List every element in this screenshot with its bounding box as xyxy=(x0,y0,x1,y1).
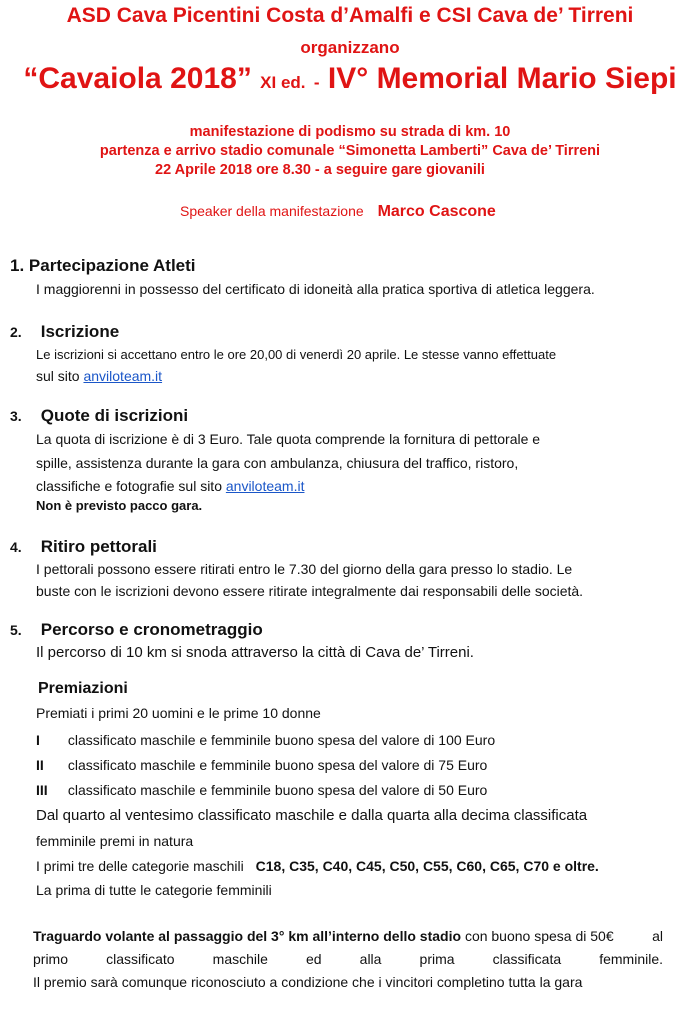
section-4-heading xyxy=(10,537,157,557)
title-main: “Cavaiola 2018” xyxy=(23,62,252,95)
prize-row-3-rank: III xyxy=(36,782,48,798)
section-2-line-2 xyxy=(36,368,162,384)
title-edition: XI ed. xyxy=(260,73,306,92)
speaker-name: Marco Cascone xyxy=(377,203,496,220)
traguardo-line-1 xyxy=(33,928,663,944)
section-3-note: Non è previsto pacco gara. xyxy=(36,498,203,513)
title-memorial: IV° Memorial Mario Siepi xyxy=(327,62,677,95)
section-5-title: Percorso e cronometraggio xyxy=(40,620,263,639)
prizes-intro: Premiati i primi 20 uomini e le prime 10 donne xyxy=(36,705,321,721)
section-1-text: I maggiorenni in possesso del certificato di idoneità alla pratica sportiva di atletica leggera. xyxy=(36,281,595,297)
prizes-others-line-1: Dal quarto al ventesimo classificato maschile e dalla quarta alla decima classificata xyxy=(36,807,588,824)
section-4-title: Ritiro pettorali xyxy=(40,537,157,556)
event-line-3: 22 Aprile 2018 ore 8.30 - a seguire gare giovanili xyxy=(155,162,485,178)
section-5-text: Il percorso di 10 km si snoda attraverso la città di Cava de’ Tirreni. xyxy=(36,644,474,661)
section-4-number: 4. xyxy=(10,539,22,555)
section-4-line-1: I pettorali possono essere ritirati entro le 7.30 del giorno della gara presso lo stadio. Le xyxy=(36,561,573,577)
prizes-women: La prima di tutte le categorie femminili xyxy=(36,882,272,898)
title-dash: - xyxy=(313,73,320,92)
section-4-line-2: buste con le iscrizioni devono essere ritirate integralmente dai responsabili delle società. xyxy=(36,583,584,599)
traguardo-al: al xyxy=(652,928,663,944)
speaker-line xyxy=(180,203,496,221)
event-line-1: manifestazione di podismo su strada di km. 10 xyxy=(189,124,511,140)
prize-row-2-rank: II xyxy=(36,757,44,773)
prizes-title: Premiazioni xyxy=(38,680,128,697)
section-1-title: Partecipazione Atleti xyxy=(28,256,196,275)
prize-row-2 xyxy=(36,757,487,773)
section-2-heading xyxy=(10,322,119,342)
prize-row-1 xyxy=(36,732,495,748)
section-3-title: Quote di iscrizioni xyxy=(40,406,189,425)
section-1-number: 1. xyxy=(10,256,25,275)
prize-row-2-text: classificato maschile e femminile buono spesa del valore di 75 Euro xyxy=(67,757,488,773)
prize-row-1-text: classificato maschile e femminile buono spesa del valore di 100 Euro xyxy=(67,732,496,748)
organizers-title: ASD Cava Picentini Costa d’Amalfi e CSI Cava de’ Tirreni xyxy=(66,4,634,27)
section-3-heading xyxy=(10,406,188,426)
traguardo-line-3: Il premio sarà comunque riconosciuto a condizione che i vincitori completino tutta la gara xyxy=(33,974,583,990)
section-2-title: Iscrizione xyxy=(40,322,120,341)
prize-row-3-text: classificato maschile e femminile buono spesa del valore di 50 Euro xyxy=(67,782,488,798)
section-2-line-1: Le iscrizioni si accettano entro le ore 20,00 di venerdì 20 aprile. Le stesse vanno effettuate xyxy=(36,347,557,362)
event-line-2: partenza e arrivo stadio comunale “Simonetta Lamberti” Cava de’ Tirreni xyxy=(99,143,601,159)
prizes-categories-prefix: I primi tre delle categorie maschili xyxy=(36,858,244,874)
section-5-heading xyxy=(10,620,263,640)
traguardo-rest: con buono spesa di 50€ xyxy=(464,928,614,944)
section-3-number: 3. xyxy=(10,408,22,424)
traguardo-bold: Traguardo volante al passaggio del 3° km all’interno dello stadio xyxy=(33,928,462,944)
prizes-others-line-2: femminile premi in natura xyxy=(36,833,194,849)
speaker-label: Speaker della manifestazione xyxy=(180,203,364,219)
anviloteam-link[interactable]: anviloteam.it xyxy=(83,368,163,384)
prizes-categories-line xyxy=(36,858,599,874)
section-3-line-2: spille, assistenza durante la gara con ambulanza, chiusura del traffico, ristoro, xyxy=(36,455,519,471)
traguardo-line-2: primo classificato maschile ed alla prima classificata femminile. xyxy=(33,951,663,967)
section-2-number: 2. xyxy=(10,324,22,340)
prize-row-1-rank: I xyxy=(36,732,40,748)
organize-verb: organizzano xyxy=(300,38,400,57)
section-3-line-3 xyxy=(36,478,304,494)
section-2-site-prefix: sul sito xyxy=(36,368,80,384)
event-title xyxy=(0,62,700,96)
section-3-site-prefix: classifiche e fotografie sul sito xyxy=(36,478,222,494)
anviloteam-link-2[interactable]: anviloteam.it xyxy=(225,478,305,494)
section-1-heading xyxy=(10,256,196,276)
section-5-number: 5. xyxy=(10,622,22,638)
prize-row-3 xyxy=(36,782,487,798)
section-3-line-1: La quota di iscrizione è di 3 Euro. Tale quota comprende la fornitura di pettorale e xyxy=(36,431,541,447)
prizes-categories-list: C18, C35, C40, C45, C50, C55, C60, C65, C70 e oltre. xyxy=(255,858,599,874)
